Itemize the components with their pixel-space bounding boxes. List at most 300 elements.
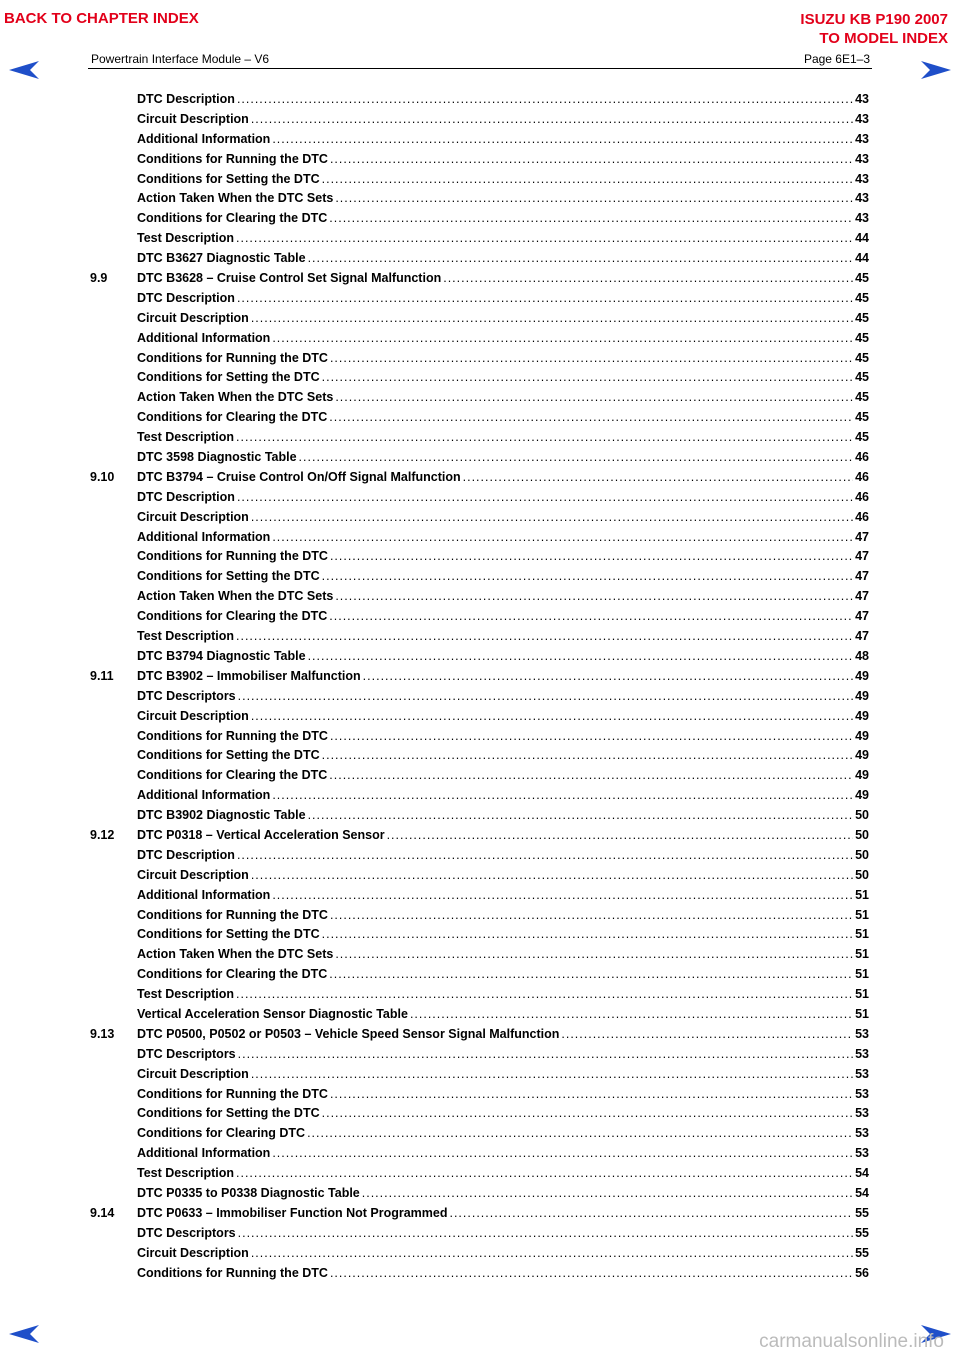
toc-page-number: 51 [855, 967, 869, 982]
toc-entry[interactable] [137, 211, 869, 225]
header-divider [88, 68, 872, 69]
toc-entry[interactable] [137, 828, 869, 842]
toc-row[interactable] [0, 567, 960, 587]
toc-entry[interactable] [137, 132, 869, 146]
toc-entry[interactable] [137, 1146, 869, 1160]
arrow-right-icon[interactable] [921, 61, 951, 79]
toc-entry[interactable] [137, 1106, 869, 1120]
toc-page-number: 45 [855, 370, 869, 385]
toc-leader-dots [443, 271, 853, 285]
toc-entry[interactable] [137, 609, 869, 623]
toc-row[interactable] [0, 886, 960, 906]
toc-entry-title: Conditions for Running the DTC [137, 1086, 328, 1101]
toc-leader-dots [330, 152, 853, 166]
toc-entry-title: Conditions for Clearing the DTC [137, 410, 328, 425]
toc-entry-title: DTC Descriptors [137, 1046, 236, 1061]
toc-entry[interactable] [137, 152, 869, 166]
header-title: Powertrain Interface Module – V6 [91, 52, 270, 66]
toc-entry-title: Additional Information [137, 529, 271, 544]
toc-row[interactable] [0, 368, 960, 388]
toc-entry-title: Circuit Description [137, 310, 249, 325]
toc-entry-title: Conditions for Clearing the DTC [137, 609, 328, 624]
toc-leader-dots [237, 848, 853, 862]
toc-page-number: 45 [855, 330, 869, 345]
toc-row[interactable] [0, 468, 960, 488]
toc-page-number: 47 [855, 629, 869, 644]
toc-leader-dots [307, 1126, 853, 1140]
toc-entry[interactable] [137, 549, 869, 563]
toc-leader-dots [237, 490, 853, 504]
toc-page-number: 55 [855, 1205, 869, 1220]
toc-entry[interactable] [137, 947, 869, 961]
toc-leader-dots [335, 390, 853, 404]
toc-entry[interactable] [137, 92, 869, 106]
toc-page-number: 49 [855, 748, 869, 763]
toc-entry-title: Conditions for Setting the DTC [137, 370, 320, 385]
toc-entry-title: Action Taken When the DTC Sets [137, 589, 334, 604]
toc-row[interactable] [0, 707, 960, 727]
toc-leader-dots [463, 470, 853, 484]
toc-entry-title: Conditions for Running the DTC [137, 350, 328, 365]
toc-leader-dots [362, 1186, 853, 1200]
toc-entry-title: Circuit Description [137, 509, 249, 524]
toc-entry-title: Test Description [137, 430, 235, 445]
toc-leader-dots [449, 1206, 853, 1220]
toc-row[interactable] [0, 349, 960, 369]
toc-leader-dots [236, 629, 853, 643]
toc-section-number: 9.11 [90, 668, 114, 683]
toc-row[interactable] [0, 488, 960, 508]
toc-leader-dots [237, 291, 853, 305]
toc-entry[interactable] [137, 788, 869, 802]
toc-leader-dots [299, 450, 854, 464]
toc-entry[interactable] [137, 569, 869, 583]
toc-row[interactable] [0, 667, 960, 687]
toc-entry[interactable] [137, 1067, 869, 1081]
toc-leader-dots [251, 1067, 853, 1081]
toc-page-number: 45 [855, 350, 869, 365]
toc-entry[interactable] [137, 868, 869, 882]
toc-entry[interactable] [137, 589, 869, 603]
model-title-link[interactable]: ISUZU KB P190 2007 [800, 11, 948, 28]
toc-section-number: 9.9 [90, 271, 108, 286]
toc-leader-dots [272, 1146, 853, 1160]
arrow-left-icon[interactable] [9, 1325, 39, 1343]
toc-leader-dots [308, 649, 854, 663]
toc-page-number: 49 [855, 728, 869, 743]
toc-entry-title: DTC Description [137, 290, 235, 305]
toc-page-number: 53 [855, 1106, 869, 1121]
toc-page-number: 49 [855, 788, 869, 803]
toc-leader-dots [272, 888, 853, 902]
toc-leader-dots [251, 868, 853, 882]
toc-entry[interactable] [137, 510, 869, 524]
toc-leader-dots [236, 430, 853, 444]
toc-leader-dots [335, 947, 853, 961]
toc-page-number: 51 [855, 1006, 869, 1021]
toc-leader-dots [251, 510, 853, 524]
toc-page-number: 51 [855, 927, 869, 942]
toc-page-number: 45 [855, 271, 869, 286]
toc-page-number: 45 [855, 430, 869, 445]
toc-row[interactable] [0, 1005, 960, 1025]
toc-row[interactable] [0, 249, 960, 269]
toc-entry[interactable] [137, 1266, 869, 1280]
toc-row[interactable] [0, 1204, 960, 1224]
toc-entry-title: Conditions for Clearing the DTC [137, 211, 328, 226]
toc-entry[interactable] [137, 490, 869, 504]
toc-row[interactable] [0, 388, 960, 408]
toc-leader-dots [322, 569, 853, 583]
toc-entry[interactable] [137, 1186, 869, 1200]
arrow-left-icon[interactable] [9, 61, 39, 79]
toc-row[interactable] [0, 209, 960, 229]
toc-entry[interactable] [137, 530, 869, 544]
toc-entry-title: Action Taken When the DTC Sets [137, 947, 334, 962]
toc-row[interactable] [0, 1124, 960, 1144]
toc-page-number: 50 [855, 867, 869, 882]
toc-entry[interactable] [137, 1226, 869, 1240]
back-to-chapter-index-link[interactable]: BACK TO CHAPTER INDEX [4, 10, 199, 27]
toc-row[interactable] [0, 1065, 960, 1085]
toc-row[interactable] [0, 1264, 960, 1284]
toc-page-number: 48 [855, 648, 869, 663]
toc-section-number: 9.12 [90, 827, 115, 842]
toc-entry-title: Conditions for Setting the DTC [137, 171, 320, 186]
toc-leader-dots [330, 729, 853, 743]
toc-page-number: 43 [855, 171, 869, 186]
toc-row[interactable] [0, 547, 960, 567]
toc-entry-title: DTC B3627 Diagnostic Table [137, 251, 306, 266]
toc-entry-title: Additional Information [137, 131, 271, 146]
toc-row[interactable] [0, 1045, 960, 1065]
toc-section-number: 9.14 [90, 1205, 115, 1220]
toc-page-number: 53 [855, 1066, 869, 1081]
toc-entry[interactable] [137, 1206, 869, 1220]
toc-row[interactable] [0, 1224, 960, 1244]
toc-entry-title: DTC B3628 – Cruise Control Set Signal Malfunction [137, 271, 442, 286]
toc-page-number: 55 [855, 1225, 869, 1240]
toc-leader-dots [238, 1047, 853, 1061]
toc-entry-title: DTC Description [137, 847, 235, 862]
toc-entry[interactable] [137, 1166, 869, 1180]
toc-entry[interactable] [137, 629, 869, 643]
toc-page-number: 45 [855, 290, 869, 305]
toc-section-number: 9.10 [90, 469, 115, 484]
toc-entry-title: Conditions for Running the DTC [137, 907, 328, 922]
toc-entry[interactable] [137, 191, 869, 205]
toc-entry[interactable] [137, 689, 869, 703]
toc-entry-title: DTC P0318 – Vertical Acceleration Sensor [137, 827, 385, 842]
toc-entry[interactable] [137, 450, 869, 464]
toc-row[interactable] [0, 309, 960, 329]
toc-page-number: 51 [855, 907, 869, 922]
watermark: carmanualsonline.info [759, 1331, 944, 1352]
toc-page-number: 50 [855, 827, 869, 842]
toc-page-number: 54 [855, 1166, 869, 1181]
toc-leader-dots [330, 1266, 853, 1280]
toc-page-number: 50 [855, 847, 869, 862]
toc-entry-title: Conditions for Setting the DTC [137, 748, 320, 763]
toc-row[interactable] [0, 329, 960, 349]
toc-row[interactable] [0, 647, 960, 667]
toc-page-number: 45 [855, 410, 869, 425]
toc-entry-title: Circuit Description [137, 1245, 249, 1260]
toc-leader-dots [330, 549, 853, 563]
toc-row[interactable] [0, 806, 960, 826]
toc-entry-title: DTC P0335 to P0338 Diagnostic Table [137, 1185, 360, 1200]
toc-page-number: 46 [855, 469, 869, 484]
toc-row[interactable] [0, 727, 960, 747]
toc-entry[interactable] [137, 390, 869, 404]
toc-page-number: 55 [855, 1245, 869, 1260]
toc-entry[interactable] [137, 967, 869, 981]
toc-leader-dots [237, 92, 853, 106]
toc-leader-dots [329, 609, 853, 623]
toc-entry[interactable] [137, 470, 869, 484]
toc-page-number: 54 [855, 1185, 869, 1200]
toc-entry-title: Conditions for Running the DTC [137, 1265, 328, 1280]
toc-leader-dots [561, 1027, 853, 1041]
toc-row[interactable] [0, 766, 960, 786]
toc-page-number: 43 [855, 211, 869, 226]
toc-row[interactable] [0, 587, 960, 607]
toc-row[interactable] [0, 448, 960, 468]
toc-row[interactable] [0, 189, 960, 209]
toc-section-number: 9.13 [90, 1026, 115, 1041]
toc-row[interactable] [0, 170, 960, 190]
toc-entry-title: Circuit Description [137, 867, 249, 882]
toc-page-number: 53 [855, 1146, 869, 1161]
toc-row[interactable] [0, 786, 960, 806]
toc-leader-dots [272, 132, 853, 146]
toc-row[interactable] [0, 1164, 960, 1184]
toc-row[interactable] [0, 130, 960, 150]
toc-entry-title: Additional Information [137, 330, 271, 345]
toc-leader-dots [329, 768, 853, 782]
toc-row[interactable] [0, 627, 960, 647]
toc-row[interactable] [0, 408, 960, 428]
toc-page-number: 51 [855, 987, 869, 1002]
toc-row[interactable] [0, 1085, 960, 1105]
toc-entry[interactable] [137, 311, 869, 325]
toc-row[interactable] [0, 1244, 960, 1264]
toc-entry-title: Conditions for Running the DTC [137, 151, 328, 166]
toc-entry[interactable] [137, 1126, 869, 1140]
toc-entry[interactable] [137, 331, 869, 345]
toc-entry-title: Circuit Description [137, 708, 249, 723]
toc-entry-title: DTC Description [137, 489, 235, 504]
toc-leader-dots [322, 1106, 853, 1120]
toc-entry-title: Test Description [137, 231, 235, 246]
toc-leader-dots [387, 828, 854, 842]
toc-leader-dots [410, 1007, 853, 1021]
toc-entry[interactable] [137, 748, 869, 762]
toc-leader-dots [363, 669, 853, 683]
toc-entry[interactable] [137, 351, 869, 365]
to-model-index-link[interactable]: TO MODEL INDEX [819, 30, 948, 47]
toc-entry[interactable] [137, 987, 869, 1001]
toc-page-number: 51 [855, 887, 869, 902]
toc-entry[interactable] [137, 709, 869, 723]
toc-entry[interactable] [137, 768, 869, 782]
toc-entry[interactable] [137, 231, 869, 245]
toc-page-number: 56 [855, 1265, 869, 1280]
toc-entry[interactable] [137, 1047, 869, 1061]
toc-row[interactable] [0, 229, 960, 249]
toc-page-number: 46 [855, 450, 869, 465]
toc-entry-title: DTC Description [137, 92, 235, 106]
toc-page-number: 53 [855, 1026, 869, 1041]
toc-entry[interactable] [137, 1087, 869, 1101]
toc-page-number: 47 [855, 569, 869, 584]
toc-row[interactable] [0, 528, 960, 548]
toc-entry[interactable] [137, 112, 869, 126]
toc-entry-title: DTC B3902 – Immobiliser Malfunction [137, 668, 361, 683]
toc-entry-title: Additional Information [137, 788, 271, 803]
toc-row[interactable] [0, 687, 960, 707]
toc-entry-title: Conditions for Running the DTC [137, 549, 328, 564]
toc-leader-dots [272, 788, 853, 802]
toc-page-number: 53 [855, 1126, 869, 1141]
toc-entry[interactable] [137, 291, 869, 305]
toc-entry[interactable] [137, 370, 869, 384]
toc-row[interactable] [0, 1144, 960, 1164]
toc-entry-title: Conditions for Clearing the DTC [137, 768, 328, 783]
toc-entry-title: DTC B3794 – Cruise Control On/Off Signal Malfunction [137, 469, 461, 484]
toc-entry[interactable] [137, 410, 869, 424]
toc-entry[interactable] [137, 848, 869, 862]
toc-leader-dots [251, 1246, 853, 1260]
toc-row[interactable] [0, 846, 960, 866]
toc-page-number: 49 [855, 768, 869, 783]
toc-row[interactable] [0, 965, 960, 985]
toc-leader-dots [308, 251, 854, 265]
toc-entry[interactable] [137, 649, 869, 663]
toc-row[interactable] [0, 150, 960, 170]
toc-page-number: 49 [855, 668, 869, 683]
toc-entry[interactable] [137, 669, 869, 683]
toc-entry-title: Conditions for Setting the DTC [137, 1106, 320, 1121]
header-page-number: Page 6E1–3 [803, 52, 870, 66]
toc-page-number: 45 [855, 310, 869, 325]
toc-entry-title: Conditions for Running the DTC [137, 728, 328, 743]
toc-entry[interactable] [137, 172, 869, 186]
toc-leader-dots [236, 231, 853, 245]
toc-row[interactable] [0, 90, 960, 110]
toc-entry-title: Circuit Description [137, 111, 249, 126]
toc-row[interactable] [0, 826, 960, 846]
toc-leader-dots [322, 172, 853, 186]
toc-entry[interactable] [137, 1027, 869, 1041]
toc-entry[interactable] [137, 908, 869, 922]
toc-page-number: 43 [855, 151, 869, 166]
toc-entry-title: Action Taken When the DTC Sets [137, 390, 334, 405]
toc-row[interactable] [0, 607, 960, 627]
toc-row[interactable] [0, 945, 960, 965]
toc-leader-dots [322, 370, 853, 384]
toc-entry-title: Conditions for Setting the DTC [137, 569, 320, 584]
toc-entry-title: Conditions for Clearing the DTC [137, 967, 328, 982]
toc-leader-dots [329, 410, 853, 424]
toc-leader-dots [322, 748, 853, 762]
toc-entry-title: Test Description [137, 987, 235, 1002]
toc-row[interactable] [0, 289, 960, 309]
toc-entry[interactable] [137, 808, 869, 822]
toc-page-number: 43 [855, 92, 869, 106]
toc-leader-dots [236, 1166, 853, 1180]
toc-row[interactable] [0, 1104, 960, 1124]
toc-row[interactable] [0, 508, 960, 528]
toc-row[interactable] [0, 428, 960, 448]
toc-entry[interactable] [137, 251, 869, 265]
toc-entry[interactable] [137, 729, 869, 743]
toc-entry[interactable] [137, 888, 869, 902]
toc-row[interactable] [0, 925, 960, 945]
toc-page-number: 50 [855, 808, 869, 823]
toc-entry[interactable] [137, 1246, 869, 1260]
toc-page-number: 49 [855, 708, 869, 723]
toc-page-number: 47 [855, 529, 869, 544]
toc-leader-dots [322, 927, 853, 941]
toc-page-number: 46 [855, 509, 869, 524]
toc-entry-title: Test Description [137, 1166, 235, 1181]
toc-leader-dots [238, 689, 853, 703]
toc-page-number: 44 [855, 251, 869, 266]
toc-entry[interactable] [137, 430, 869, 444]
toc-entry-title: DTC B3794 Diagnostic Table [137, 648, 306, 663]
toc-page-number: 44 [855, 231, 869, 246]
toc-row[interactable] [0, 906, 960, 926]
toc-leader-dots [251, 112, 853, 126]
toc-row[interactable] [0, 110, 960, 130]
table-of-contents [0, 90, 960, 1283]
toc-row[interactable] [0, 1025, 960, 1045]
toc-page-number: 49 [855, 688, 869, 703]
toc-row[interactable] [0, 985, 960, 1005]
toc-entry-title: Additional Information [137, 1146, 271, 1161]
toc-page-number: 45 [855, 390, 869, 405]
toc-entry-title: Conditions for Clearing DTC [137, 1126, 306, 1141]
toc-row[interactable] [0, 1184, 960, 1204]
toc-row[interactable] [0, 269, 960, 289]
toc-row[interactable] [0, 746, 960, 766]
toc-entry[interactable] [137, 1007, 869, 1021]
toc-leader-dots [330, 351, 853, 365]
toc-entry-title: Circuit Description [137, 1066, 249, 1081]
toc-leader-dots [238, 1226, 853, 1240]
toc-entry[interactable] [137, 927, 869, 941]
toc-page-number: 53 [855, 1086, 869, 1101]
toc-page-number: 46 [855, 489, 869, 504]
toc-entry-title: DTC B3902 Diagnostic Table [137, 808, 306, 823]
toc-page-number: 47 [855, 589, 869, 604]
toc-entry[interactable] [137, 271, 869, 285]
toc-leader-dots [335, 191, 853, 205]
toc-leader-dots [251, 709, 853, 723]
toc-entry-title: DTC P0633 – Immobiliser Function Not Programmed [137, 1205, 448, 1220]
toc-leader-dots [272, 331, 853, 345]
toc-leader-dots [308, 808, 854, 822]
toc-leader-dots [251, 311, 853, 325]
toc-leader-dots [272, 530, 853, 544]
toc-entry-title: Test Description [137, 629, 235, 644]
toc-entry-title: Action Taken When the DTC Sets [137, 191, 334, 206]
toc-entry-title: Conditions for Setting the DTC [137, 927, 320, 942]
toc-leader-dots [330, 908, 853, 922]
toc-row[interactable] [0, 866, 960, 886]
toc-page-number: 47 [855, 549, 869, 564]
